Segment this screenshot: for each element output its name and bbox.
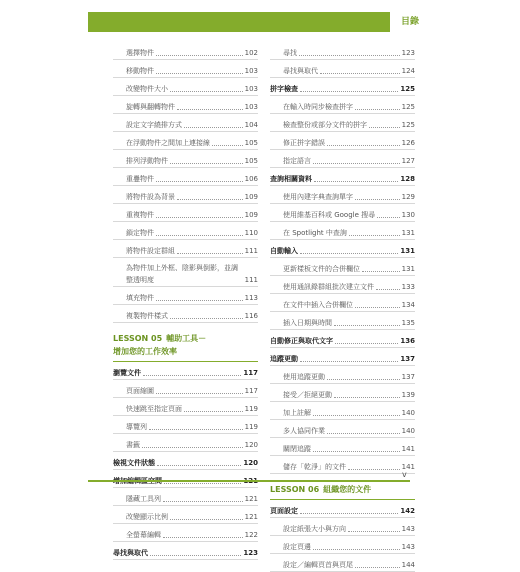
- toc-entry: [113, 240, 258, 258]
- toc-entry-page: 131: [400, 247, 415, 255]
- dot-leader: [376, 289, 400, 290]
- toc-entry: [270, 348, 415, 366]
- toc-entry-title: 使用內建字典查詢單字: [283, 193, 353, 201]
- toc-entry: [270, 78, 415, 96]
- toc-entry-title: 重複物件: [126, 211, 154, 219]
- dot-leader: [156, 55, 243, 56]
- toc-entry-title: 為物件加上外框、陰影與倒影，並調整透明度: [126, 264, 238, 284]
- toc-entry-title: 指定語言: [283, 157, 311, 165]
- toc-entry: [113, 305, 258, 323]
- dot-leader: [177, 253, 243, 254]
- toc-entry-title: 設定／編輯頁首與頁尾: [283, 561, 353, 569]
- toc-entry: [113, 416, 258, 434]
- toc-entry-page: 102: [244, 49, 258, 57]
- toc-entry: [270, 500, 415, 518]
- dot-leader: [164, 483, 241, 484]
- toc-entry: [113, 258, 258, 287]
- toc-entry-title: 尋找與取代: [113, 549, 148, 557]
- dot-leader: [156, 217, 243, 218]
- toc-entry: [270, 330, 415, 348]
- dot-leader: [170, 163, 243, 164]
- dot-leader: [313, 549, 400, 550]
- dot-leader: [170, 318, 243, 319]
- toc-entry-title: 使用維基百科或 Google 搜尋: [283, 211, 376, 219]
- toc-entry-title: 重疊物件: [126, 175, 154, 183]
- toc-right-column: [270, 42, 415, 572]
- page-number: v: [402, 470, 407, 479]
- dot-leader: [184, 127, 243, 128]
- toc-entry: [270, 420, 415, 438]
- toc-entry-page: 128: [400, 175, 415, 183]
- toc-entry-page: 110: [244, 229, 258, 237]
- toc-entry-page: 103: [244, 103, 258, 111]
- toc-entry-title: 頁面縮圖: [126, 387, 154, 395]
- toc-entry-title: 在輸入時同步檢查拼字: [283, 103, 353, 111]
- dot-leader: [170, 91, 243, 92]
- toc-entry: [113, 204, 258, 222]
- toc-entry-page: 131: [401, 265, 415, 273]
- toc-entry-title: 排列浮動物件: [126, 157, 168, 165]
- toc-entry-page: 121: [244, 495, 258, 503]
- dot-leader: [163, 501, 243, 502]
- dot-leader: [300, 513, 398, 514]
- toc-entry: [113, 96, 258, 114]
- toc-entry-page: 123: [243, 549, 258, 557]
- toc-entry-page: 117: [243, 369, 258, 377]
- toc-entry-page: 111: [244, 276, 258, 284]
- toc-entry-page: 119: [244, 405, 258, 413]
- toc-entry: [270, 276, 415, 294]
- toc-entry-title: 更新樣板文件的合併欄位: [283, 265, 360, 273]
- toc-entry: [113, 132, 258, 150]
- toc-entry-title: 導覽列: [126, 423, 147, 431]
- toc-entry-title: 儲存「乾淨」的文件: [283, 463, 346, 471]
- header-label: 目錄: [390, 10, 430, 34]
- toc-entry-page: 109: [244, 211, 258, 219]
- toc-entry-title: 多人協同作業: [283, 427, 325, 435]
- toc-entry-page: 105: [244, 157, 258, 165]
- dot-leader: [377, 217, 399, 218]
- toc-entry: [113, 362, 258, 380]
- toc-entry-title: 頁面設定: [270, 507, 298, 515]
- toc-entry-page: 113: [244, 294, 258, 302]
- toc-entry-title: 檢視文件狀態: [113, 459, 155, 467]
- toc-entry: [113, 434, 258, 452]
- toc-entry-page: 103: [244, 67, 258, 75]
- toc-entry-page: 133: [401, 283, 415, 291]
- toc-entry-page: 121: [244, 513, 258, 521]
- toc-entry-page: 134: [401, 301, 415, 309]
- dot-leader: [170, 519, 243, 520]
- toc-entry-page: 125: [400, 85, 415, 93]
- dot-leader: [163, 537, 243, 538]
- dot-leader: [300, 91, 398, 92]
- toc-entry: [270, 42, 415, 60]
- toc-entry-title: 鎖定物件: [126, 229, 154, 237]
- toc-entry: [270, 258, 415, 276]
- dot-leader: [142, 447, 243, 448]
- lesson-05-number: LESSON 05: [113, 334, 163, 343]
- dot-leader: [156, 300, 243, 301]
- toc-entry-title: 接受／拒絕更動: [283, 391, 332, 399]
- toc-entry-title: 選擇物件: [126, 49, 154, 57]
- toc-entry: [113, 60, 258, 78]
- lesson-05-heading: [113, 332, 258, 362]
- toc-entry: [270, 366, 415, 384]
- dot-leader: [335, 343, 398, 344]
- toc-entry-page: 119: [244, 423, 258, 431]
- toc-entry: [270, 438, 415, 456]
- dot-leader: [156, 73, 243, 74]
- toc-entry-page: 116: [244, 312, 258, 320]
- toc-entry-title: 旋轉與翻轉物件: [126, 103, 175, 111]
- toc-entry: [113, 380, 258, 398]
- dot-leader: [314, 181, 398, 182]
- toc-entry-page: 105: [244, 139, 258, 147]
- dot-leader: [348, 531, 400, 532]
- toc-entry-title: 增加編輯區空間: [113, 477, 162, 485]
- dot-leader: [184, 411, 243, 412]
- toc-entry: [270, 150, 415, 168]
- dot-leader: [212, 145, 243, 146]
- toc-entry-title: 尋找與取代: [283, 67, 318, 75]
- footer-rule: [88, 466, 410, 482]
- toc-entry-page: 140: [401, 409, 415, 417]
- toc-entry-title: 使用追蹤更動: [283, 373, 325, 381]
- toc-entry-page: 135: [401, 319, 415, 327]
- toc-entry: [113, 150, 258, 168]
- toc-entry: [270, 186, 415, 204]
- dot-leader: [150, 555, 241, 556]
- toc-entry-page: 106: [244, 175, 258, 183]
- toc-entry-page: 137: [400, 355, 415, 363]
- toc-entry-title: 在文件中插入合併欄位: [283, 301, 353, 309]
- toc-entry: [113, 186, 258, 204]
- toc-entry: [270, 60, 415, 78]
- toc-entry-page: 144: [401, 561, 415, 569]
- toc-entry-title: 改變物件大小: [126, 85, 168, 93]
- toc-entry-title: 追蹤更動: [270, 355, 298, 363]
- dot-leader: [362, 271, 400, 272]
- toc-entry-title: 快速跳至指定頁面: [126, 405, 182, 413]
- right-after-entries: [270, 500, 415, 572]
- toc-entry: [270, 114, 415, 132]
- lesson-05-title: 輔助工具－: [166, 334, 207, 343]
- dot-leader: [355, 307, 400, 308]
- toc-entry-title: 自動輸入: [270, 247, 298, 255]
- toc-entry-title: 全螢幕編輯: [126, 531, 161, 539]
- toc-left-column: [113, 42, 258, 560]
- dot-leader: [355, 109, 400, 110]
- lesson-06-number: LESSON 06: [270, 485, 320, 494]
- toc-entry: [270, 168, 415, 186]
- dot-leader: [299, 55, 400, 56]
- toc-entry-page: 125: [401, 103, 415, 111]
- toc-entry: [270, 518, 415, 536]
- dot-leader: [349, 235, 400, 236]
- toc-entry-title: 填充物件: [126, 294, 154, 302]
- dot-leader: [334, 397, 400, 398]
- toc-entry-page: 117: [244, 387, 258, 395]
- dot-leader: [313, 415, 400, 416]
- toc-entry: [113, 398, 258, 416]
- toc-entry: [270, 384, 415, 402]
- toc-entry-title: 將物件設為背景: [126, 193, 175, 201]
- toc-entry: [270, 554, 415, 572]
- toc-entry-page: 103: [244, 85, 258, 93]
- toc-entry: [113, 542, 258, 560]
- toc-entry-title: 移動物件: [126, 67, 154, 75]
- dot-leader: [156, 181, 243, 182]
- toc-entry-page: 120: [244, 441, 258, 449]
- dot-leader: [156, 235, 243, 236]
- toc-entry-page: 122: [244, 531, 258, 539]
- toc-entry-title: 修正拼字錯誤: [283, 139, 325, 147]
- toc-entry-title: 改變顯示比例: [126, 513, 168, 521]
- lesson-05-subtitle: 增加您的工作效率: [113, 347, 177, 356]
- toc-entry-title: 在浮動物件之間加上連接線: [126, 139, 210, 147]
- toc-entry-page: 142: [400, 507, 415, 515]
- toc-entry-title: 瀏覽文件: [113, 369, 141, 377]
- lesson-06-heading: [270, 483, 415, 500]
- toc-entry-title: 檢查整份或部分文件的拼字: [283, 121, 367, 129]
- toc-entry: [270, 96, 415, 114]
- dot-leader: [334, 325, 400, 326]
- toc-entry-page: 140: [401, 427, 415, 435]
- dot-leader: [149, 429, 243, 430]
- toc-entry-page: 109: [244, 193, 258, 201]
- toc-entry-page: 141: [401, 463, 415, 471]
- toc-entry: [113, 222, 258, 240]
- dot-leader: [313, 163, 400, 164]
- toc-entry-page: 104: [244, 121, 258, 129]
- dot-leader: [177, 109, 243, 110]
- dot-leader: [327, 433, 400, 434]
- toc-entry-page: 127: [401, 157, 415, 165]
- dot-leader: [355, 567, 400, 568]
- dot-leader: [320, 73, 400, 74]
- toc-entry-title: 查詢相關資料: [270, 175, 312, 183]
- dot-leader: [369, 127, 400, 128]
- toc-entry-title: 隱藏工具列: [126, 495, 161, 503]
- toc-entry: [270, 204, 415, 222]
- toc-entry-page: 131: [401, 229, 415, 237]
- toc-entry: [113, 287, 258, 305]
- toc-entry: [113, 42, 258, 60]
- toc-entry-page: 125: [401, 121, 415, 129]
- dot-leader: [300, 361, 398, 362]
- toc-entry-title: 複製物件樣式: [126, 312, 168, 320]
- toc-entry-page: 136: [400, 337, 415, 345]
- toc-entry-title: 在 Spotlight 中查詢: [283, 229, 347, 237]
- toc-entry-page: 121: [243, 477, 258, 485]
- toc-entry-page: 126: [401, 139, 415, 147]
- toc-entry-title: 設定文字繞排方式: [126, 121, 182, 129]
- header-bar: [88, 12, 408, 32]
- toc-entry: [270, 312, 415, 330]
- toc-entry-page: 137: [401, 373, 415, 381]
- toc-entry: [270, 536, 415, 554]
- toc-entry: [113, 488, 258, 506]
- toc-entry: [113, 78, 258, 96]
- toc-entry-title: 設定紙張大小與方向: [283, 525, 346, 533]
- toc-entry-page: 143: [401, 525, 415, 533]
- toc-entry-page: 123: [401, 49, 415, 57]
- toc-entry: [113, 114, 258, 132]
- toc-entry-title: 尋找: [283, 49, 297, 57]
- lesson-06-title: 組織您的文件: [323, 485, 372, 494]
- toc-entry: [270, 294, 415, 312]
- toc-entry-title: 使用通訊錄群組批次建立文件: [283, 283, 374, 291]
- toc-entry: [113, 168, 258, 186]
- dot-leader: [355, 199, 400, 200]
- toc-entry-title: 設定頁邊: [283, 543, 311, 551]
- dot-leader: [313, 451, 400, 452]
- toc-entry-title: 自動修正與取代文字: [270, 337, 333, 345]
- left-entries: [113, 42, 258, 323]
- dot-leader: [177, 199, 243, 200]
- toc-entry-title: 加上註解: [283, 409, 311, 417]
- toc-entry-page: 129: [401, 193, 415, 201]
- toc-entry-page: 141: [401, 445, 415, 453]
- toc-entry: [270, 402, 415, 420]
- toc-entry-page: 130: [401, 211, 415, 219]
- toc-entry-title: 拼字檢查: [270, 85, 298, 93]
- toc-entry: [270, 132, 415, 150]
- dot-leader: [327, 145, 400, 146]
- toc-entry-title: 書籤: [126, 441, 140, 449]
- toc-entry-page: 124: [401, 67, 415, 75]
- dot-leader: [143, 375, 241, 376]
- toc-entry: [113, 506, 258, 524]
- dot-leader: [156, 393, 243, 394]
- toc-entry: [270, 222, 415, 240]
- toc-entry-title: 關閉追蹤: [283, 445, 311, 453]
- toc-entry: [113, 524, 258, 542]
- dot-leader: [300, 253, 398, 254]
- right-entries: [270, 42, 415, 474]
- toc-entry-page: 111: [244, 247, 258, 255]
- toc-entry-page: 143: [401, 543, 415, 551]
- toc-entry: [270, 240, 415, 258]
- toc-entry-page: 120: [243, 459, 258, 467]
- toc-entry-page: 139: [401, 391, 415, 399]
- toc-entry-title: 將物件設定群組: [126, 247, 175, 255]
- toc-entry-title: 插入日期與時間: [283, 319, 332, 327]
- left-after-entries: [113, 362, 258, 560]
- dot-leader: [327, 379, 400, 380]
